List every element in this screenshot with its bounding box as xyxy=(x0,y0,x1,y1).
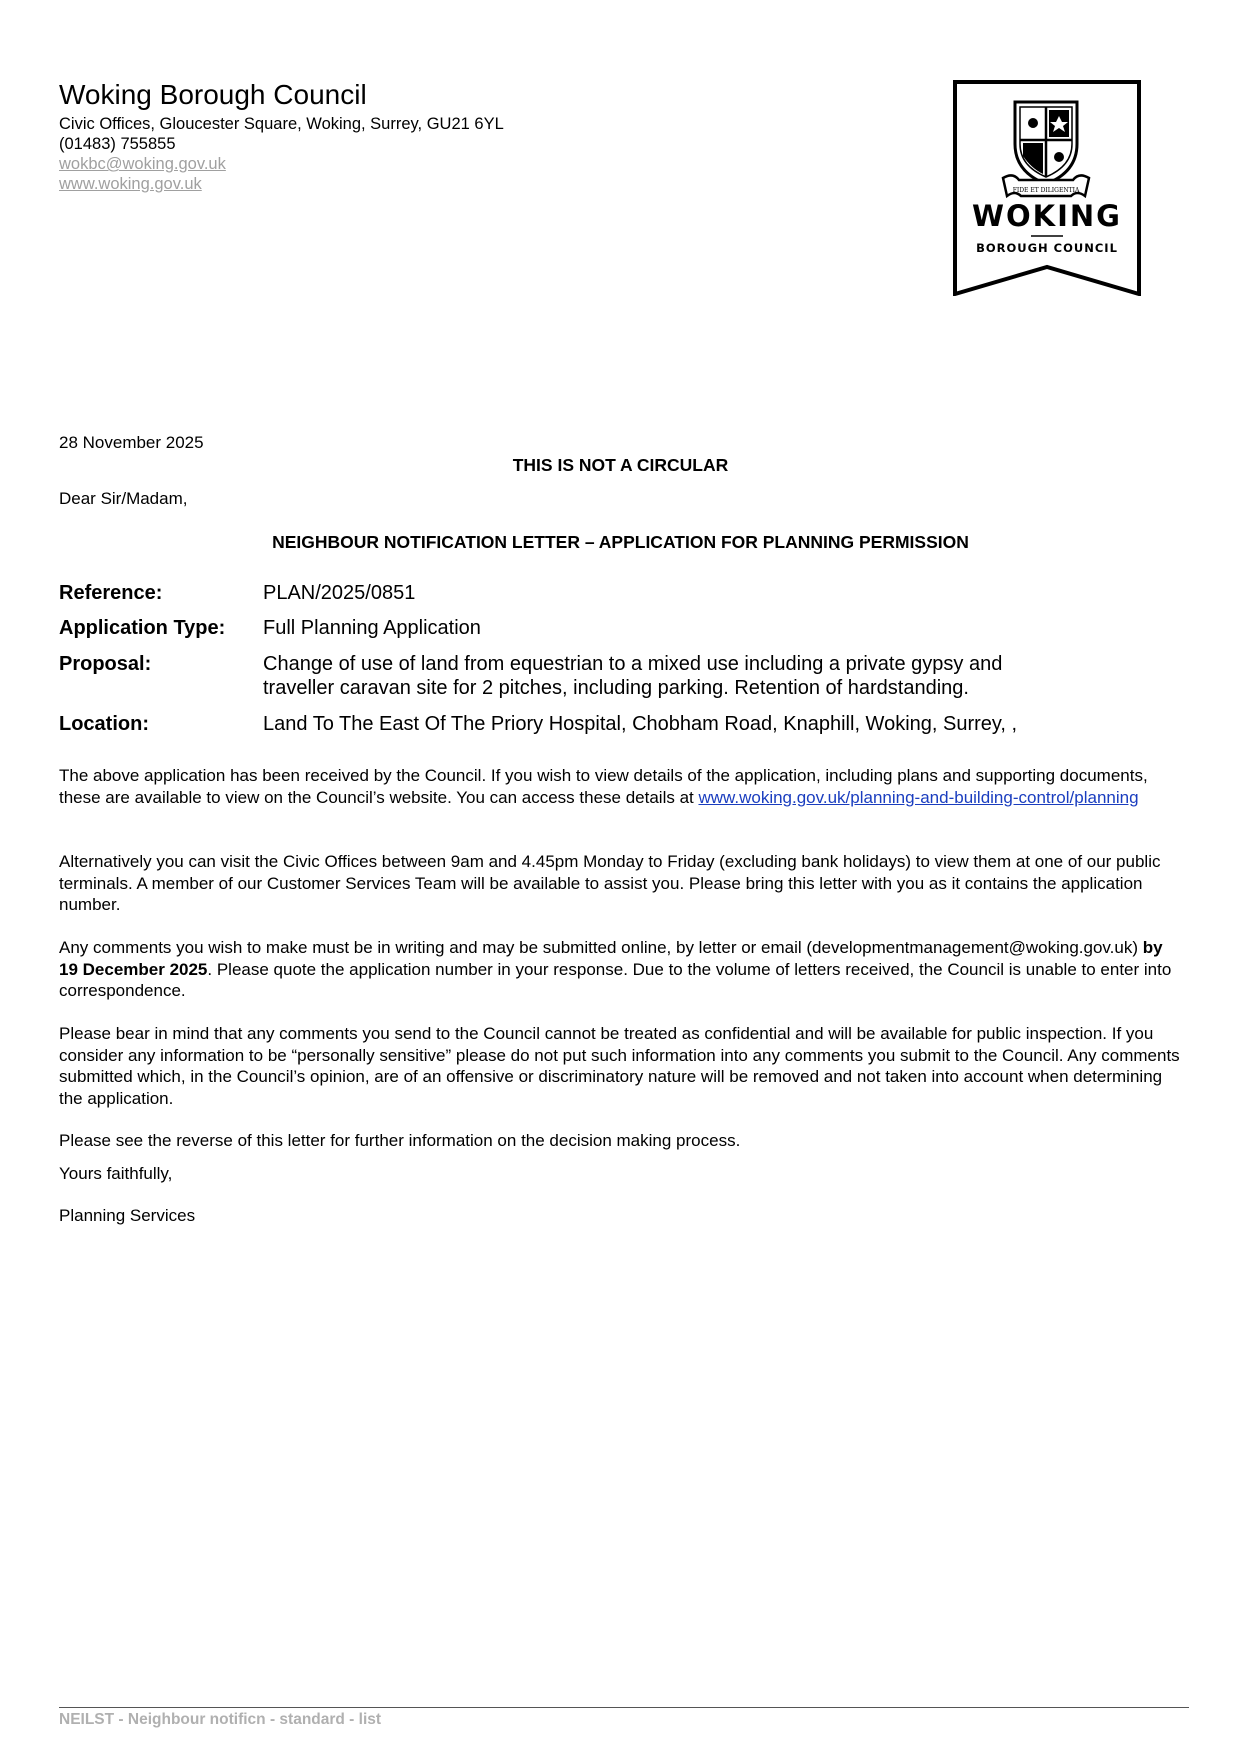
not-circular-notice: THIS IS NOT A CIRCULAR xyxy=(512,455,729,475)
application-type-label: Application Type: xyxy=(59,617,226,639)
footer-code: NEILST - Neighbour notificn - standard - list xyxy=(59,1711,382,1728)
location-value: Land To The East Of The Priory Hospital, Chobham Road, Knaphill, Woking, Surrey, , xyxy=(263,713,1018,735)
logo-subtitle: BOROUGH COUNCIL xyxy=(976,241,1118,255)
footer-divider xyxy=(59,1707,1189,1708)
application-type-value: Full Planning Application xyxy=(263,617,481,639)
reference-label: Reference: xyxy=(59,582,163,604)
shield-crest-icon xyxy=(1015,102,1077,184)
council-website-link[interactable]: www.woking.gov.uk xyxy=(59,175,202,193)
signature: Planning Services xyxy=(59,1206,196,1225)
paragraph-view-details-text: The above application has been received by the Council. If you wish to view details of the application, including plans and supporting documents, these are available to view on the Council’s website. You can access these details at xyxy=(59,766,1148,807)
comments-deadline: by 19 December 2025 xyxy=(59,938,1163,979)
logo-motto: FIDE ET DILIGENTIA xyxy=(1012,187,1080,194)
planning-website-link[interactable]: www.woking.gov.uk/planning-and-building-control/planning xyxy=(698,787,1139,807)
salutation: Dear Sir/Madam, xyxy=(59,489,188,508)
council-address: Civic Offices, Gloucester Square, Woking, Surrey, GU21 6YL xyxy=(59,115,504,133)
letter-title: NEIGHBOUR NOTIFICATION LETTER – APPLICATION FOR PLANNING PERMISSION xyxy=(272,532,969,552)
closing: Yours faithfully, xyxy=(59,1164,173,1183)
council-email-link[interactable]: wokbc@woking.gov.uk xyxy=(59,155,226,173)
paragraph-civic-offices: Alternatively you can visit the Civic Offices between 9am and 4.45pm Monday to Friday (excluding bank holidays) to view them at one of our public terminals. A member of our Customer Services Team will be available to assist you. Please bring this letter with you as it contains the application number. xyxy=(59,852,1161,914)
council-phone: (01483) 755855 xyxy=(59,135,176,153)
paragraph-comments-deadline xyxy=(59,937,1184,1002)
comments-text-after: . Please quote the application number in your response. Due to the volume of letters received, the Council is unable to enter into correspondence. xyxy=(59,959,1172,1000)
council-name: Woking Borough Council xyxy=(59,79,367,110)
reference-value: PLAN/2025/0851 xyxy=(263,582,416,604)
location-label: Location: xyxy=(59,713,149,735)
logo-wordmark: WOKING xyxy=(972,199,1122,233)
letter-date: 28 November 2025 xyxy=(59,433,204,452)
woking-borough-council-logo xyxy=(953,80,1141,296)
paragraph-confidentiality: Please bear in mind that any comments you send to the Council cannot be treated as confidential and will be available for public inspection. If you consider any information to be “personally sensitive” please do not put such information into any comments you submit to the Council. Any comments submitted which, in the Council’s opinion, are of an offensive or discriminatory nature will be removed and not taken into account when determining the application. xyxy=(59,1024,1180,1108)
comments-text-before: Any comments you wish to make must be in writing and may be submitted online, by letter or email (developmentmanagement@woking.gov.uk) xyxy=(59,938,1143,957)
proposal-label: Proposal: xyxy=(59,653,152,675)
paragraph-view-details xyxy=(59,765,1184,808)
proposal-value: Change of use of land from equestrian to a mixed use including a private gypsy and traveller caravan site for 2 pitches, including parking. Retention of hardstanding. xyxy=(263,653,1003,699)
paragraph-decision-process: Please see the reverse of this letter for further information on the decision making process. xyxy=(59,1131,741,1150)
